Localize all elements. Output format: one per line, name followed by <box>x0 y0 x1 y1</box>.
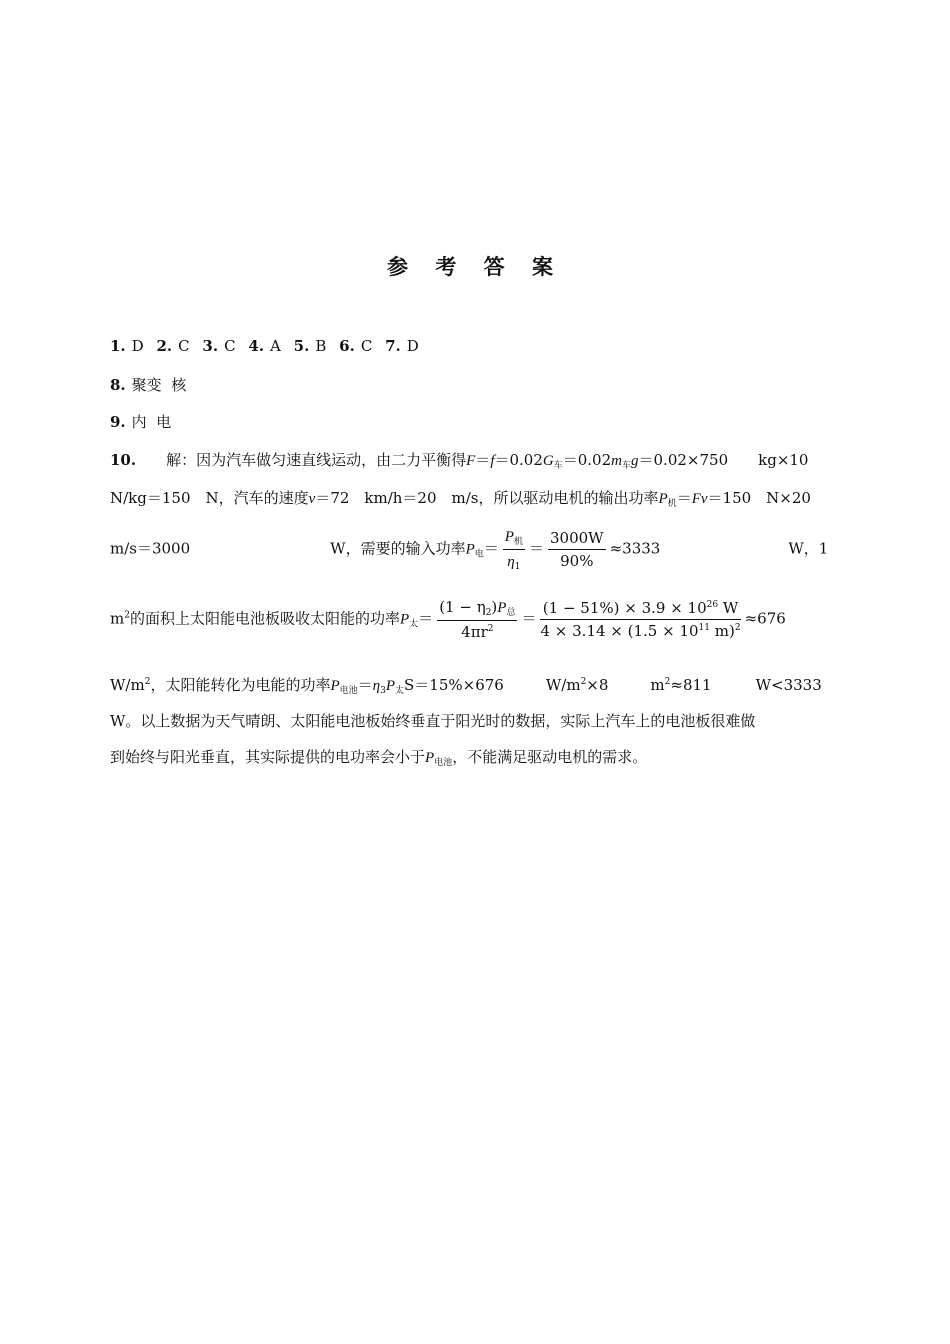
q3-num: 3. <box>202 337 219 355</box>
q10-line-3: m/s＝3000 W，需要的输入功率$P_电=$ $\frac{P_机}{\eta_1}$ ＝ $\frac{3000W}{90\%}$ ≈3333 W，1 <box>110 529 829 572</box>
q10-num: 10. <box>110 451 137 469</box>
q10-text: ，太阳能转化为电能的功率 <box>150 676 331 694</box>
q10-text: ＝72 km/h＝20 m/s，所以驱动电机的输出功率 <box>315 489 659 507</box>
q1-answer: D <box>131 337 144 355</box>
q7-num: 7. <box>385 337 401 355</box>
q10-text: S＝15%×676 <box>404 676 504 694</box>
q2-num: 2. <box>156 337 173 355</box>
q10-text: ≈811 <box>670 676 712 694</box>
q10-text: kg×10 <box>758 451 809 469</box>
q9-num: 9. <box>110 413 126 431</box>
page-title: 参 考 答 案 <box>387 255 563 279</box>
q10-text: 的面积上太阳能电池板吸收太阳能的功率 <box>129 609 400 628</box>
answers-1-7 <box>110 337 427 355</box>
q10-text: W。以上数据为天气晴朗、太阳能电池板始终垂直于阳光时的数据，实际上汽车上的电池板很难做 <box>110 712 756 730</box>
answer-8 <box>110 374 186 395</box>
q10-text: m/s＝3000 <box>110 539 191 558</box>
q10-line-2: N/kg＝150 N，汽车的速度v＝72 km/h＝20 m/s，所以驱动电机的输出功率$P_机=Fv=150$ N×20 <box>110 489 811 509</box>
q10-text: ×8 <box>586 676 609 694</box>
q4-answer: A <box>270 337 281 355</box>
q10-line-7: 到始终与阳光垂直，其实际提供的电功率会小于$P_{电池}$，不能满足驱动电机的需求。 <box>110 748 648 768</box>
q10-text: W/m <box>545 676 581 694</box>
q6-answer: C <box>360 337 373 355</box>
q10-text: W，1 <box>788 539 829 558</box>
q2-answer: C <box>178 337 190 355</box>
q10-text: ，不能满足驱动电机的需求。 <box>452 748 648 766</box>
q5-answer: B <box>315 337 327 355</box>
q5-num: 5. <box>293 337 310 355</box>
q8-num: 8. <box>110 376 126 394</box>
q10-text: 到始终与阳光垂直，其实际提供的电功率会小于 <box>110 748 426 766</box>
q3-answer: C <box>224 337 236 355</box>
q10-text: m <box>110 609 125 628</box>
q10-text: m <box>650 676 665 694</box>
q10-text: 解：因为汽车做匀速直线运动，由二力平衡得 <box>166 451 467 469</box>
fraction: $\frac{P_机}{\eta_1}$ <box>504 529 523 572</box>
q10-text: ＝150 N×20 <box>707 489 811 507</box>
q10-text: W，需要的输入功率 <box>330 539 466 558</box>
q10-line-5: $W/m^2$，太阳能转化为电能的功率$P_{电池}=\eta_3P_太S=15\%\times 676$ $W/m^2\times 8$ $m^2\approx 811$ W<3333 <box>110 676 822 696</box>
q7-answer: D <box>406 337 419 355</box>
q10-text: W/m <box>110 676 145 694</box>
answer-9 <box>110 411 171 432</box>
fraction: $\frac{(1 - 51\%) \times 3.9 \times 10^{26} W}{4 \times 3.14 \times (1.5 \times 10^{11} m)^2}$ <box>540 599 741 640</box>
q10-text: ≈676 <box>744 609 786 628</box>
q4-num: 4. <box>248 337 265 355</box>
q8-answer: 聚变 核 <box>131 376 187 394</box>
fraction: $\frac{(1 - \eta_2)P_总}{4\pi r^2}$ <box>439 598 516 641</box>
fraction: $\frac{3000W}{90\%}$ <box>549 529 604 570</box>
q9-answer: 内 电 <box>131 413 172 431</box>
q10-line-6 <box>110 710 755 731</box>
q10-text: N/kg＝150 N，汽车的速度 <box>110 489 309 507</box>
q6-num: 6. <box>339 337 355 355</box>
q10-line-4: $m^2$的面积上太阳能电池板吸收太阳能的功率$P_太=$ $\frac{(1 - \eta_2)P_总}{4\pi r^2}$ ＝ $\frac{(1 - 51\%) \times 3.9 \times 10^{26} W}{4 \times 3.14 \times (1.5 \times 10^{11} m)^2}$ ≈676 <box>110 598 786 641</box>
q1-num: 1. <box>110 337 126 355</box>
q10-text: W<3333 <box>755 676 822 694</box>
q10-text: ≈3333 <box>609 539 661 558</box>
q10-line-1: 10. 解：因为汽车做匀速直线运动，由二力平衡得$F=f=0.02G_车=0.02m_车g=0.02\times 750$ kg×10 <box>110 451 809 471</box>
